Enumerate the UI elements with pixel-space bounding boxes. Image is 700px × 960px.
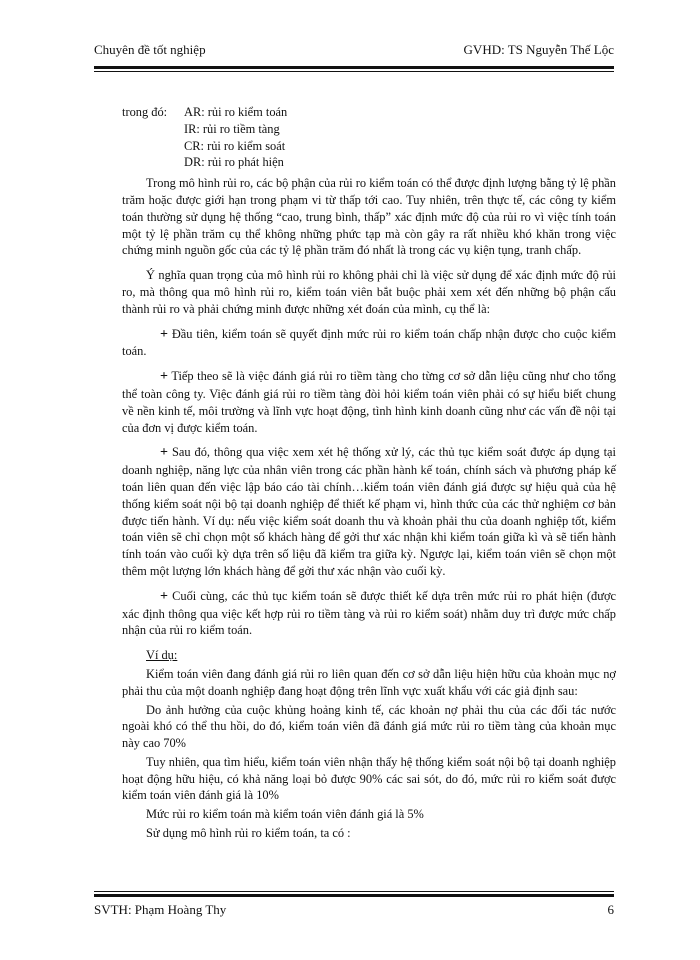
header-rule-thick bbox=[94, 66, 614, 69]
document-body bbox=[122, 104, 616, 842]
definition-ir: IR: rủi ro tiềm tàng bbox=[184, 121, 280, 136]
example-paragraph-5: Sử dụng mô hình rủi ro kiểm toán, ta có : bbox=[146, 826, 351, 841]
definitions-list bbox=[122, 104, 616, 171]
plus-icon: + bbox=[160, 588, 168, 604]
footer-rule-thin bbox=[94, 891, 614, 892]
header-supervisor: GVHD: TS Nguyễn Thế Lộc bbox=[463, 42, 614, 57]
example-paragraph-3: Tuy nhiên, qua tìm hiểu, kiểm toán viên nhận thấy hệ thống kiểm soát nội bộ tại doanh nghiệp hoạt động hữu hiệu, có khả năng loại bỏ được 90% các sai sót, do đó, mức rủi ro kiểm soát được kiểm toán viên đánh giá là 10% bbox=[122, 754, 616, 803]
page-footer bbox=[94, 902, 614, 922]
definition-ar: AR: rủi ro kiểm toán bbox=[184, 105, 288, 119]
paragraph-risk-model: Trong mô hình rủi ro, các bộ phận của rủi ro kiểm toán có thể được định lượng bằng tỷ lệ phần trăm hoặc được giới hạn trong phạm vi từ thấp tới cao. Tuy nhiên, trên thực tế, các công ty kiểm toán thường sử dụng hệ thống “cao, trung bình, thấp” xác định mức độ của rủi ro vì việc tính toán một tỷ lệ phần trăm cụ thể không những phức tạp mà còn gây ra rất nhiều khó khăn trong việc chứng minh nguồn gốc của các tỷ lệ phần trăm đó nhất là trong các vụ kiện tụng, tranh chấp. bbox=[122, 176, 616, 258]
plus-icon: + bbox=[160, 445, 168, 461]
definition-dr: DR: rủi ro phát hiện bbox=[184, 155, 284, 170]
paragraph-meaning: Ý nghĩa quan trọng của mô hình rủi ro không phải chỉ là việc sử dụng để xác định mức độ rủi ro, mà thông qua mô hình rủi ro, kiểm toán viên bắt buộc phải xem xét đến những bộ phận cấu thành rủi ro và phải chứng minh được những xét đoán của mình, cụ thể là: bbox=[122, 268, 616, 316]
bullet-item-4 bbox=[122, 588, 616, 639]
bullet-item-3 bbox=[122, 444, 616, 579]
header-title: Chuyên đề tốt nghiệp bbox=[94, 42, 206, 57]
definitions-lead: trong đó: bbox=[122, 105, 168, 119]
footer-rule-thick bbox=[94, 894, 614, 897]
definition-cr: CR: rủi ro kiểm soát bbox=[184, 138, 286, 153]
bullet-text-1: Đầu tiên, kiểm toán sẽ quyết định mức rủi ro kiểm toán chấp nhận được cho cuộc kiểm toán. bbox=[122, 326, 616, 359]
plus-icon: + bbox=[160, 369, 168, 385]
plus-icon: + bbox=[160, 326, 168, 342]
bullet-item-2 bbox=[122, 368, 616, 436]
example-paragraph-1: Kiểm toán viên đang đánh giá rủi ro liên quan đến cơ sở dẫn liệu hiện hữu của khoản mục nợ phải thu của một doanh nghiệp đang hoạt động trên lĩnh vực xuất khẩu với các giả định sau: bbox=[122, 666, 616, 698]
page-number: 6 bbox=[607, 902, 614, 917]
footer-student: SVTH: Phạm Hoàng Thy bbox=[94, 902, 227, 917]
bullet-text-4: Cuối cùng, các thủ tục kiểm toán sẽ được thiết kế dựa trên mức rủi ro phát hiện (được xác định thông qua việc kết hợp rủi ro tiềm tàng và rủi ro kiểm soát) nhằm duy trì được mức chấp nhận của rủi ro kiểm toán. bbox=[122, 588, 616, 638]
example-title: Ví dụ: bbox=[146, 648, 178, 663]
bullet-text-2: Tiếp theo sẽ là việc đánh giá rủi ro tiềm tàng cho từng cơ sở dẫn liệu cũng như cho tổng thể toàn công ty. Việc đánh giá rủi ro tiềm tàng đòi hỏi kiểm toán viên phải có sự hiểu biết chung về nền kinh tế, môi trường và lĩnh vực hoạt động, tình hình kinh doanh cũng như các vấn đề nội tại của đơn vị được kiểm toán. bbox=[122, 369, 617, 435]
example-paragraph-4: Mức rủi ro kiểm toán mà kiểm toán viên đánh giá là 5% bbox=[146, 807, 424, 822]
example-paragraph-2: Do ảnh hưởng của cuộc khủng hoảng kinh tế, các khoản nợ phải thu của các đối tác nước ngoài khó có thể thu hồi, do đó, kiểm toán viên đã đánh giá mức rủi ro tiềm tàng của khoản mục này cao 70% bbox=[122, 702, 616, 751]
bullet-text-3: Sau đó, thông qua việc xem xét hệ thống xử lý, các thủ tục kiểm soát được áp dụng tại doanh nghiệp, năng lực của nhân viên trong các phần hành kế toán, chính sách và phương pháp kế toán liên quan đến việc lập báo cáo tài chính…kiểm toán viên đánh giá được sự hiệu quả của hệ thống kiểm soát nội bộ tại doanh nghiệp để thiết kế phạm vi, hình thức của các thử nghiệm cơ bản được tiến hành. Ví dụ: nếu việc kiểm soát doanh thu và khoản phải thu của doanh nghiệp tốt, kiểm toán viên sẽ chỉ chọn một số khách hàng để gởi thư xác nhận khi kiểm toán giữa kì và sẽ tiến hành tính toán vào cuối kỳ dựa trên số liệu đã kiểm tra giữa kỳ. Ngược lại, kiểm toán viên sẽ chọn một thêm một lượng lớn khách hàng để gởi thư xác nhận vào cuối kỳ. bbox=[122, 445, 616, 578]
header-rule-thin bbox=[94, 71, 614, 72]
bullet-item-1 bbox=[122, 326, 616, 361]
page-header bbox=[94, 42, 614, 62]
